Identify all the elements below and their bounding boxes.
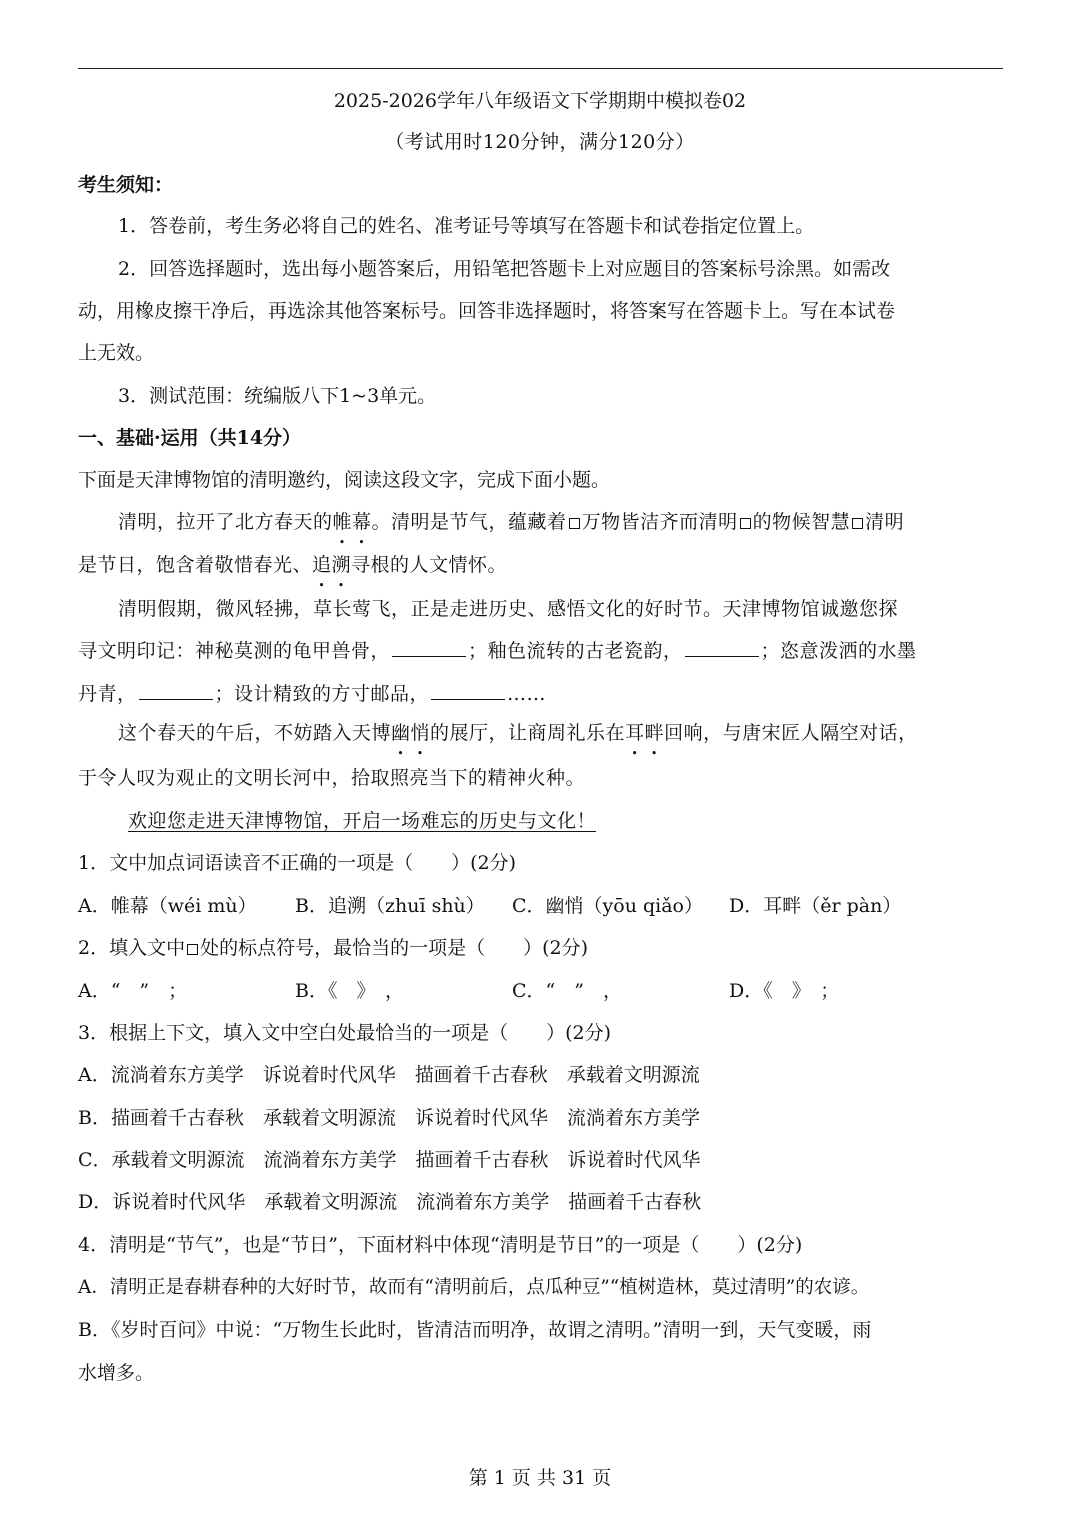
- blank-square: [740, 518, 751, 529]
- text-run: 寻文明印记：神秘莫测的龟甲兽骨，: [78, 640, 391, 662]
- answer-blank: [431, 681, 505, 700]
- section-heading: 一、基础·运用（共14分）: [78, 427, 302, 449]
- answer-blank: [139, 681, 213, 700]
- dotted-char: 溯: [331, 554, 352, 576]
- passage-closing: 欢迎您走进天津博物馆，开启一场难忘的历史与文化！: [128, 810, 597, 832]
- passage-p2-line-2: [78, 638, 917, 664]
- answer-blank: [685, 638, 759, 657]
- text-run: 回响，与唐宋匠人隔空对话，: [664, 722, 918, 744]
- text-run: ；设计精致的方寸邮品，: [214, 683, 430, 705]
- text-run: 万物皆洁齐而清明: [581, 511, 738, 533]
- question-1-options: [78, 893, 901, 919]
- option-c: C．“ ” ，: [512, 980, 622, 1002]
- notice-item-2-line-2: 动，用橡皮擦干净后，再选涂其他答案标号。回答非选择题时，将答案写在答题卡上。写在本试卷: [78, 300, 896, 322]
- dotted-char: 畔: [644, 722, 665, 744]
- dotted-char: 幽: [391, 722, 411, 744]
- exam-subtitle: （考试用时120分钟，满分120分）: [385, 131, 695, 153]
- dotted-char: 追: [312, 554, 332, 576]
- question-3-option-d: D．诉说着时代风华 承载着文明源流 流淌着东方美学 描画着千古春秋: [78, 1191, 702, 1213]
- notice-item-3: 3．测试范围：统编版八下1~3单元。: [118, 385, 437, 407]
- dotted-char: 悄: [410, 722, 431, 744]
- passage-p3-line-2: 于令人叹为观止的文明长河中，拾取照亮当下的精神火种。: [78, 767, 586, 789]
- question-1-stem: 1．文中加点词语读音不正确的一项是（ ）(2分): [78, 852, 517, 874]
- passage-p2-line-1: 清明假期，微风轻拂，草长莺飞，正是走进历史、感悟文化的好时节。天津博物馆诚邀您探: [118, 598, 899, 620]
- option-d: D．耳畔（ěr pàn）: [729, 895, 902, 917]
- notice-item-1: 1．答卷前，考生务必将自己的姓名、准考证号等填写在答题卡和试卷指定位置上。: [118, 215, 815, 237]
- text-run: 2．填入文中: [78, 937, 186, 959]
- text-run: ；釉色流转的古老瓷韵，: [468, 640, 683, 662]
- question-3-option-b: B．描画着千古春秋 承载着文明源流 诉说着时代风华 流淌着东方美学: [78, 1107, 700, 1129]
- question-3-option-a: A．流淌着东方美学 诉说着时代风华 描画着千古春秋 承载着文明源流: [78, 1064, 700, 1086]
- option-c: C．幽悄（yōu qiǎo）: [512, 895, 703, 917]
- option-b: B．追溯（zhuī shù）: [295, 895, 485, 917]
- text-run: 处的标点符号，最恰当的一项是（ ）(2分): [200, 937, 589, 959]
- question-4-option-b-line-1: B．《岁时百问》中说：“万物生长此时，皆清洁而明净，故谓之清明。”清明一到，天气变暖，雨: [78, 1319, 872, 1341]
- question-2-options: [78, 978, 839, 1004]
- header-rule: [78, 68, 1003, 69]
- dotted-char: 帷: [332, 511, 353, 533]
- passage-p1-line-1: [118, 509, 904, 535]
- text-run: 的物候智慧: [752, 511, 851, 533]
- passage-p2-line-3: [78, 681, 546, 707]
- dotted-char: 耳: [625, 722, 645, 744]
- exam-title: 2025-2026学年八年级语文下学期期中模拟卷02: [333, 90, 747, 112]
- text-run: 清明，拉开了北方春天的: [118, 511, 333, 533]
- dotted-char: 幕: [352, 511, 372, 533]
- text-run: ；恣意泼洒的水墨: [760, 640, 917, 662]
- option-d: D．《 》 ；: [729, 980, 840, 1002]
- text-run: 丹青，: [78, 683, 137, 705]
- text-run: 是节日，饱含着敬惜春光、: [78, 554, 313, 576]
- notice-item-2-line-1: 2．回答选择题时，选出每小题答案后，用铅笔把答题卡上对应题目的答案标号涂黑。如需改: [118, 258, 891, 280]
- question-4-option-b-line-2: 水增多。: [78, 1362, 155, 1384]
- passage-p3-line-1: [118, 720, 918, 746]
- blank-square: [187, 944, 198, 955]
- text-run: 清明: [865, 511, 905, 533]
- question-3-option-c: C．承载着文明源流 流淌着东方美学 描画着千古春秋 诉说着时代风华: [78, 1149, 701, 1171]
- passage-p1-line-2: [78, 552, 507, 578]
- text-run: 。清明是节气，蕴藏着: [371, 511, 567, 533]
- blank-square: [852, 518, 863, 529]
- text-run: ……: [507, 683, 547, 705]
- question-2-stem: [78, 935, 588, 961]
- notice-item-2-line-3: 上无效。: [78, 342, 155, 364]
- option-a: A．帷幕（wéi mù）: [78, 895, 257, 917]
- question-3-stem: 3．根据上下文，填入文中空白处最恰当的一项是（ ）(2分): [78, 1022, 612, 1044]
- blank-square: [569, 518, 580, 529]
- notice-heading: 考生须知：: [78, 174, 174, 196]
- text-run: 这个春天的午后，不妨踏入天博: [118, 722, 392, 744]
- page-number: 第 1 页 共 31 页: [468, 1467, 612, 1489]
- option-a: A．“ ” ；: [78, 980, 188, 1002]
- answer-blank: [392, 638, 466, 657]
- question-4-option-a: A．清明正是春耕春种的大好时节，故而有“清明前后，点瓜种豆”“植树造林，莫过清明”的农谚。: [78, 1277, 870, 1298]
- option-b: B．《 》 ，: [295, 980, 404, 1002]
- question-4-stem: 4．清明是“节气”，也是“节日”，下面材料中体现“清明是节日”的一项是（ ）(2分): [78, 1234, 803, 1256]
- text-run: 的展厅，让商周礼乐在: [430, 722, 626, 744]
- section-intro: 下面是天津博物馆的清明邀约，阅读这段文字，完成下面小题。: [78, 469, 611, 491]
- text-run: 寻根的人文情怀。: [351, 554, 508, 576]
